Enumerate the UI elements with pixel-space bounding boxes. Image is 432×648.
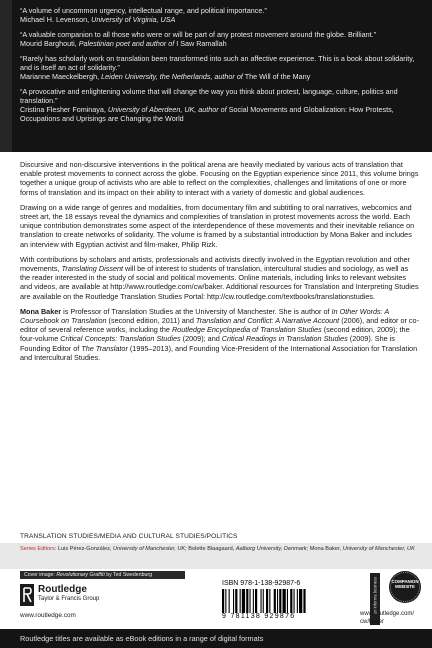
series-affiliation: University of Manchester, UK;: [112, 546, 187, 552]
author-bio: [20, 307, 420, 362]
bio-text: (2009). She is Founding Editor of: [20, 334, 395, 353]
barcode-bar: [255, 589, 257, 613]
review-author: Michael H. Levenson,: [20, 15, 90, 24]
barcode-bar: [283, 589, 286, 613]
badge-text: [391, 579, 419, 589]
review-attribution: [20, 105, 420, 123]
bio-text: (1995–2013), and Founding Vice-President of the International Association for Translation and Intercultural Studies.: [20, 343, 418, 362]
barcode-bar: [297, 589, 298, 613]
blurb-text: will be of interest to students of translation, intercultural studies and sociology, as well as the reader interested in the study of social and political movements. Online materials, including links to relevant websites and videos, are available at http://www.routledge.com/cw/baker. Additional resources for Translation and Interpreting Studies are available on the Routledge Translation Studies Portal: http://cw.routledge.com/textbooks/translationstudies.: [20, 264, 419, 301]
blurb: [20, 160, 420, 368]
barcode-bar: [274, 589, 276, 613]
bio-text: (2009); and: [182, 334, 220, 344]
publisher-group: Taylor & Francis Group: [38, 596, 100, 602]
review: [20, 30, 420, 48]
footer-bar: [0, 629, 432, 648]
publisher-url[interactable]: www.routledge.com: [20, 612, 76, 619]
barcode-bar: [277, 589, 278, 613]
review-book: The Will of the Many: [244, 72, 311, 81]
bio-text: (2006), and editor or co-editor of several reference works, including the: [20, 316, 419, 335]
barcode-bar: [290, 589, 292, 613]
bio-title: The Translator: [81, 343, 128, 353]
bio-text: (second edition, 2009); the four-volume: [20, 325, 410, 344]
barcode-bar: [242, 589, 245, 613]
series-editor: Bolette Blaagaard,: [188, 546, 235, 552]
barcode-bar: [263, 589, 264, 613]
cover-title: Revolutionary Graffiti: [56, 572, 105, 578]
barcode-bar: [233, 589, 234, 613]
cover-label: Cover image:: [24, 572, 55, 578]
companion-website-badge[interactable]: [389, 571, 421, 603]
barcode-bar: [294, 589, 295, 613]
series-label: Series Editors:: [20, 546, 57, 552]
cover-artist: by Ted Swedenburg: [106, 572, 152, 578]
barcode-bar: [287, 589, 288, 613]
barcode-bar: [266, 589, 268, 613]
review-affiliation: University of Virginia, USA: [91, 15, 176, 24]
bio-text: is Professor of Translation Studies at the University of Manchester. She is author of: [63, 306, 330, 316]
series-editors-bar: [0, 543, 432, 569]
cover-credit: [20, 571, 185, 579]
review-author: Marianne Maeckelbergh,: [20, 72, 100, 81]
barcode-bar: [240, 589, 241, 613]
bio-text: (second edition, 2011) and: [108, 316, 194, 326]
review: [20, 54, 420, 81]
barcode-bar: [229, 589, 230, 613]
review-affiliation: Palestinian poet and author of: [78, 39, 175, 48]
barcode-bar: [253, 589, 254, 613]
series-affiliation: Aalborg University, Denmark;: [235, 546, 309, 552]
reviews-list: [20, 6, 420, 129]
review-author: Cristina Flesher Fominaya,: [20, 105, 106, 114]
series-affiliation: University of Manchester, UK: [342, 546, 415, 552]
review-quote: “A provocative and enlightening volume that will change the way you think about protest, language, culture, politics and translation.”: [20, 87, 398, 105]
isbn-number: 9 781138 929876: [222, 613, 296, 620]
companion-url-line: www.routledge.com/: [360, 611, 415, 617]
series-editor: Luis Pérez-González,: [57, 546, 112, 552]
book-title: Translating Dissent: [61, 264, 124, 274]
barcode-bar: [246, 589, 248, 613]
review: [20, 6, 420, 24]
blurb-paragraph: Drawing on a wide range of genres and modalities, from documentary film and subtitling to oral narratives, webcomics and street art, the 18 essays reveal the dynamics and complexities of translation in protest movements across the world. Each unique contribution demonstrates some aspect of the interdependence of these movements and their inevitable reliance on translation to create networks of solidarity. The volume is framed by a substantial introduction by Mona Baker and includes an interview with Egyptian activist and film-maker, Philip Rizk.: [20, 202, 415, 249]
bio-title: In Other Words: A Coursebook on Translation: [20, 306, 389, 326]
reviews-band: [0, 0, 432, 152]
series-editors: [20, 546, 420, 553]
isbn-label: ISBN 978-1-138-92987-6: [222, 580, 301, 587]
barcode-bar: [222, 589, 224, 613]
review-quote: “A volume of uncommon urgency, intellectual range, and political importance.”: [20, 6, 267, 15]
isbn-barcode: [220, 580, 368, 622]
companion-url[interactable]: [360, 611, 432, 626]
badge-line: COMPANION: [391, 579, 419, 584]
barcode-bar: [299, 589, 302, 613]
publisher-name: Routledge: [38, 584, 87, 595]
review-quote: “Rarely has scholarly work on translation been transformed into such an affective experience. This is a book about solidarity, and is itself an act of solidarity.”: [20, 54, 415, 72]
barcode-bar: [225, 589, 226, 613]
author-name: Mona Baker: [20, 306, 62, 316]
barcode-bars: [222, 589, 342, 613]
bio-title: Routledge Encyclopedia of Translation Studies: [171, 325, 322, 335]
review-book: Social Movements and Globalization: How Protests, Occupations and Uprisings are Changing the World: [20, 105, 394, 123]
review-author: Mourid Barghouti,: [20, 39, 77, 48]
subject-category: TRANSLATION STUDIES/MEDIA AND CULTURAL STUDIES/POLITICS: [20, 533, 238, 540]
footer-text: Routledge titles are available as eBook editions in a range of digital formats: [20, 634, 264, 643]
review-attribution: [20, 72, 420, 81]
review-attribution: [20, 39, 420, 48]
barcode-bar: [279, 589, 281, 613]
review: [20, 87, 420, 123]
bio-title: Critical Readings in Translation Studies: [221, 334, 348, 344]
barcode-bar: [250, 589, 251, 613]
review-attribution: [20, 15, 420, 24]
review-affiliation: University of Aberdeen, UK, author of: [107, 105, 227, 114]
review-book: I Saw Ramallah: [176, 39, 227, 48]
review-quote: “A valuable companion to all those who were or will be part of any protest movement around the globe. Brilliant.”: [20, 30, 376, 39]
bio-title: Critical Concepts: Translation Studies: [60, 334, 181, 344]
blurb-paragraph: [20, 255, 420, 301]
barcode-bar: [235, 589, 237, 613]
routledge-logo-icon: [20, 584, 34, 606]
blurb-paragraph: Discursive and non-discursive interventions in the political arena are heavily mediated by various acts of translation that enable protest movements to connect across the globe. Focusing on the Egyptian experience since 2011, this volume brings together a unique group of activists who are able to reflect on the complexities, challenges and limitations of one or more forms of translation and its impact on their ability to interact with a variety of domestic and global audiences.: [20, 160, 419, 197]
companion-url-line: cw/baker: [360, 618, 385, 625]
series-editor: Mona Baker,: [309, 546, 342, 552]
barcode-bar: [261, 589, 262, 613]
informa-label: an informa business: [372, 576, 378, 615]
barcode-bar: [303, 589, 305, 613]
spine-edge: [0, 0, 12, 152]
publisher-block: [20, 584, 140, 620]
badge-line: WEBSITE: [394, 584, 415, 589]
barcode-bar: [269, 589, 270, 613]
blurb-text: With contributions by scholars and artists, professionals and activists directly involved in the Egyptian revolution and other movements,: [20, 254, 411, 274]
bio-title: Translation and Conflict: A Narrative Account: [195, 316, 340, 326]
review-affiliation: Leiden University, the Netherlands, author of: [101, 72, 243, 81]
